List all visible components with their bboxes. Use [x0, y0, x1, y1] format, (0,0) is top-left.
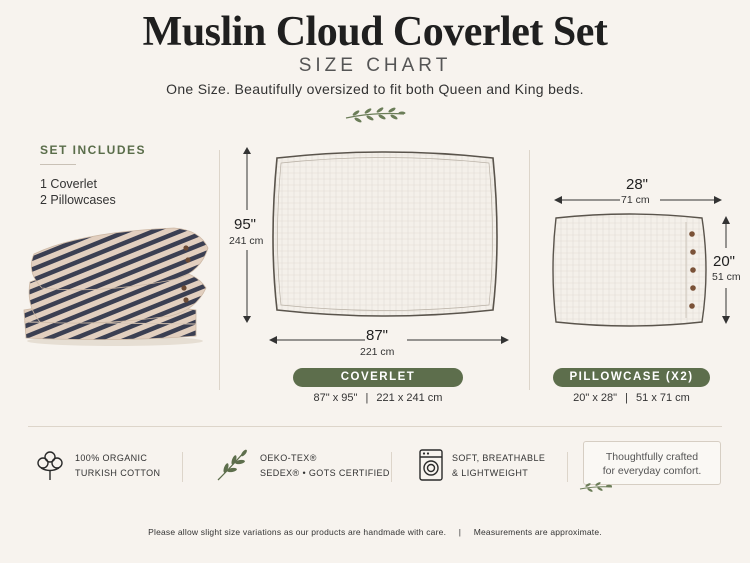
coverlet-spec [293, 392, 463, 404]
set-item-coverlet: 1 Coverlet [40, 177, 97, 191]
feature-line: OEKO-TEX® [260, 453, 317, 463]
column-divider [529, 150, 530, 390]
comfort-note-line: Thoughtfully crafted [605, 451, 699, 463]
pillowcase-label-badge: PILLOWCASE (X2) [553, 368, 710, 387]
pillowcase-spec [548, 392, 715, 404]
comfort-note-box [583, 441, 721, 485]
feature-line: 100% ORGANIC [75, 453, 148, 463]
page-title: Muslin Cloud Coverlet Set [142, 9, 608, 55]
sprig-icon [578, 480, 614, 494]
feature-organic-cotton [75, 451, 160, 481]
set-includes-heading: SET INCLUDES [40, 143, 147, 157]
page-subtitle: SIZE CHART [298, 55, 452, 76]
feature-divider [567, 452, 568, 482]
column-divider [219, 150, 220, 390]
product-bundle-image [20, 218, 210, 348]
feature-certifications [260, 451, 390, 481]
footer-separator: | [458, 527, 462, 537]
feature-line: SEDEX® • GOTS CERTIFIED [260, 468, 390, 478]
pillowcase-height-cm: 51 cm [712, 271, 741, 283]
feature-line: SOFT, BREATHABLE [452, 453, 546, 463]
footer-approx-note: Measurements are approximate. [473, 527, 602, 537]
feature-divider [182, 452, 183, 482]
coverlet-height-cm: 241 cm [229, 235, 264, 247]
footer-disclaimer [0, 527, 750, 537]
leaf-icon [214, 448, 250, 482]
washer-icon [419, 449, 443, 481]
pillowcase-height-in: 20" [713, 253, 736, 270]
footer-handmade-note: Please allow slight size variations as our products are handmade with care. [148, 527, 447, 537]
pillowcase-width-in: 28" [626, 176, 649, 193]
coverlet-height-in: 95" [234, 216, 257, 233]
cotton-icon [35, 449, 65, 481]
pillowcase-spec-cm: 51 x 71 cm [636, 392, 690, 404]
coverlet-width-cm: 221 cm [360, 346, 395, 358]
sprig-divider-icon [344, 104, 406, 126]
set-includes-rule [40, 164, 76, 165]
coverlet-spec-cm: 221 x 241 cm [376, 392, 443, 404]
coverlet-width-in: 87" [366, 327, 389, 344]
spec-separator: | [625, 392, 628, 404]
section-divider [28, 426, 722, 427]
spec-separator: | [365, 392, 369, 404]
feature-line: TURKISH COTTON [75, 468, 161, 478]
feature-breathable [452, 451, 545, 481]
tagline: One Size. Beautifully oversized to fit both Queen and King beds. [166, 81, 584, 97]
pillowcase-width-cm: 71 cm [621, 194, 650, 206]
set-item-pillowcases: 2 Pillowcases [40, 193, 116, 207]
feature-line: & LIGHTWEIGHT [452, 468, 529, 478]
comfort-note-line: for everyday comfort. [602, 465, 702, 477]
feature-divider [391, 452, 392, 482]
pillowcase-spec-in: 20" x 28" [573, 392, 618, 404]
coverlet-label-badge: COVERLET [293, 368, 463, 387]
coverlet-spec-in: 87" x 95" [313, 392, 358, 404]
